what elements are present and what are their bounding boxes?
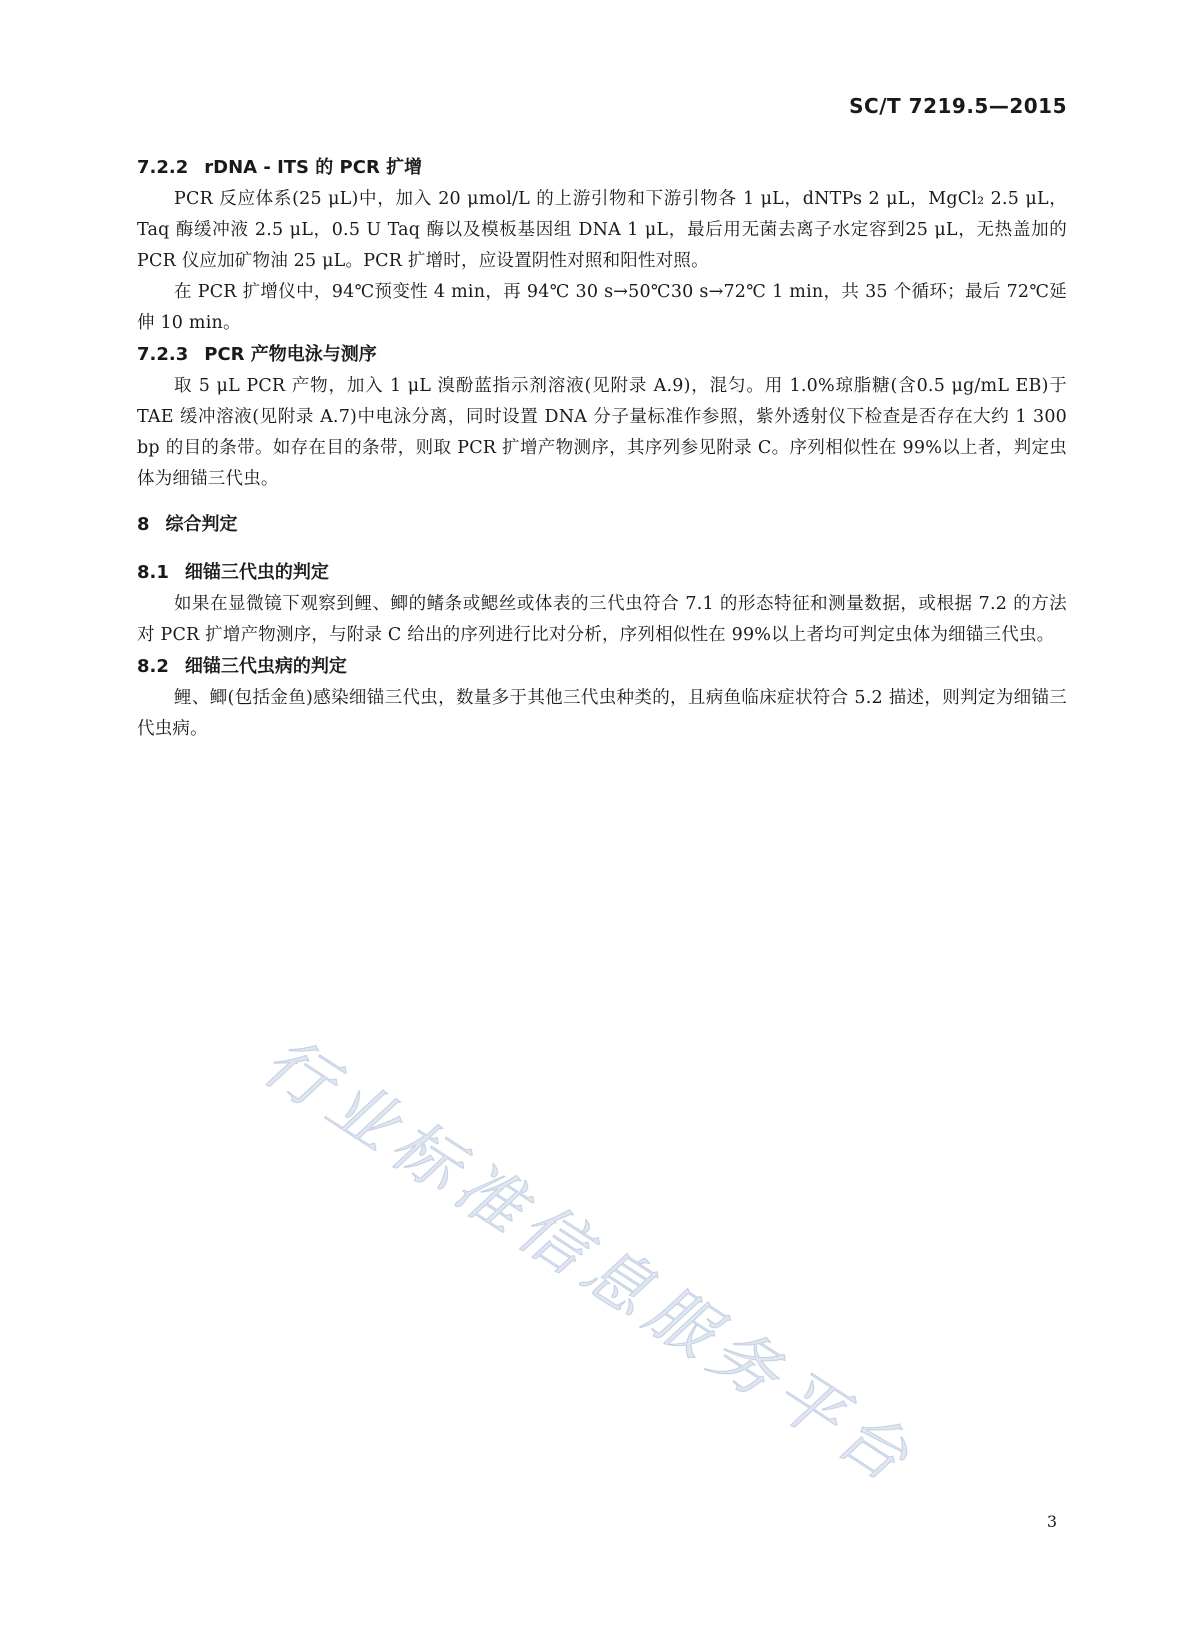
section-title: 细锚三代虫病的判定	[184, 656, 347, 677]
heading-8-2	[137, 651, 1067, 683]
watermark-text: 行业标准信息服务平台	[249, 1022, 930, 1502]
section-number: 7.2.2	[137, 157, 189, 178]
paragraph: 在 PCR 扩增仪中，94℃预变性 4 min，再 94℃ 30 s→50℃30 s→72℃ 1 min，共 35 个循环；最后 72℃延伸 10 min。	[137, 282, 1067, 333]
section-number: 8.1	[137, 562, 169, 583]
section-title: rDNA - ITS 的 PCR 扩增	[204, 157, 423, 178]
heading-7-2-2	[137, 152, 1067, 184]
section-title: PCR 产物电泳与测序	[204, 344, 377, 365]
page-number: 3	[1046, 1512, 1057, 1531]
paragraph: 取 5 μL PCR 产物，加入 1 μL 溴酚蓝指示剂溶液(见附录 A.9)，混匀。用 1.0%琼脂糖(含0.5 μg/mL EB)于 TAE 缓冲溶液(见附录 A.7)中电泳分离，同时设置 DNA 分子量标准作参照，紫外透射仪下检查是否存在大约 1 300 bp 的目的条带。如存在目的条带，则取 PCR 扩增产物测序，其序列参见附录 C。序列相似性在 99%以上者，判定虫体为细锚三代虫。	[137, 376, 1067, 489]
heading-8-1	[137, 557, 1067, 589]
section-title: 细锚三代虫的判定	[184, 562, 329, 583]
heading-7-2-3	[137, 339, 1067, 371]
document-body	[137, 152, 1067, 745]
section-title: 综合判定	[165, 514, 238, 535]
standard-code: SC/T 7219.5—2015	[849, 94, 1067, 118]
section-number: 8	[137, 514, 150, 535]
section-number: 7.2.3	[137, 344, 189, 365]
paragraph: 鲤、鲫(包括金鱼)感染细锚三代虫，数量多于其他三代虫种类的，且病鱼临床症状符合 5.2 描述，则判定为细锚三代虫病。	[137, 688, 1067, 739]
paragraph: 如果在显微镜下观察到鲤、鲫的鳍条或鳃丝或体表的三代虫符合 7.1 的形态特征和测量数据，或根据 7.2 的方法对 PCR 扩增产物测序，与附录 C 给出的序列进行比对分析，序列相似性在 99%以上者均可判定虫体为细锚三代虫。	[137, 594, 1067, 645]
section-number: 8.2	[137, 656, 169, 677]
heading-8	[137, 509, 1067, 541]
paragraph: PCR 反应体系(25 μL)中，加入 20 μmol/L 的上游引物和下游引物各 1 μL，dNTPs 2 μL，MgCl₂ 2.5 μL，Taq 酶缓冲液 2.5 μL，0.5 U Taq 酶以及模板基因组 DNA 1 μL，最后用无菌去离子水定容到25 μL，无热盖加的 PCR 仪应加矿物油 25 μL。PCR 扩增时，应设置阴性对照和阳性对照。	[137, 189, 1067, 271]
